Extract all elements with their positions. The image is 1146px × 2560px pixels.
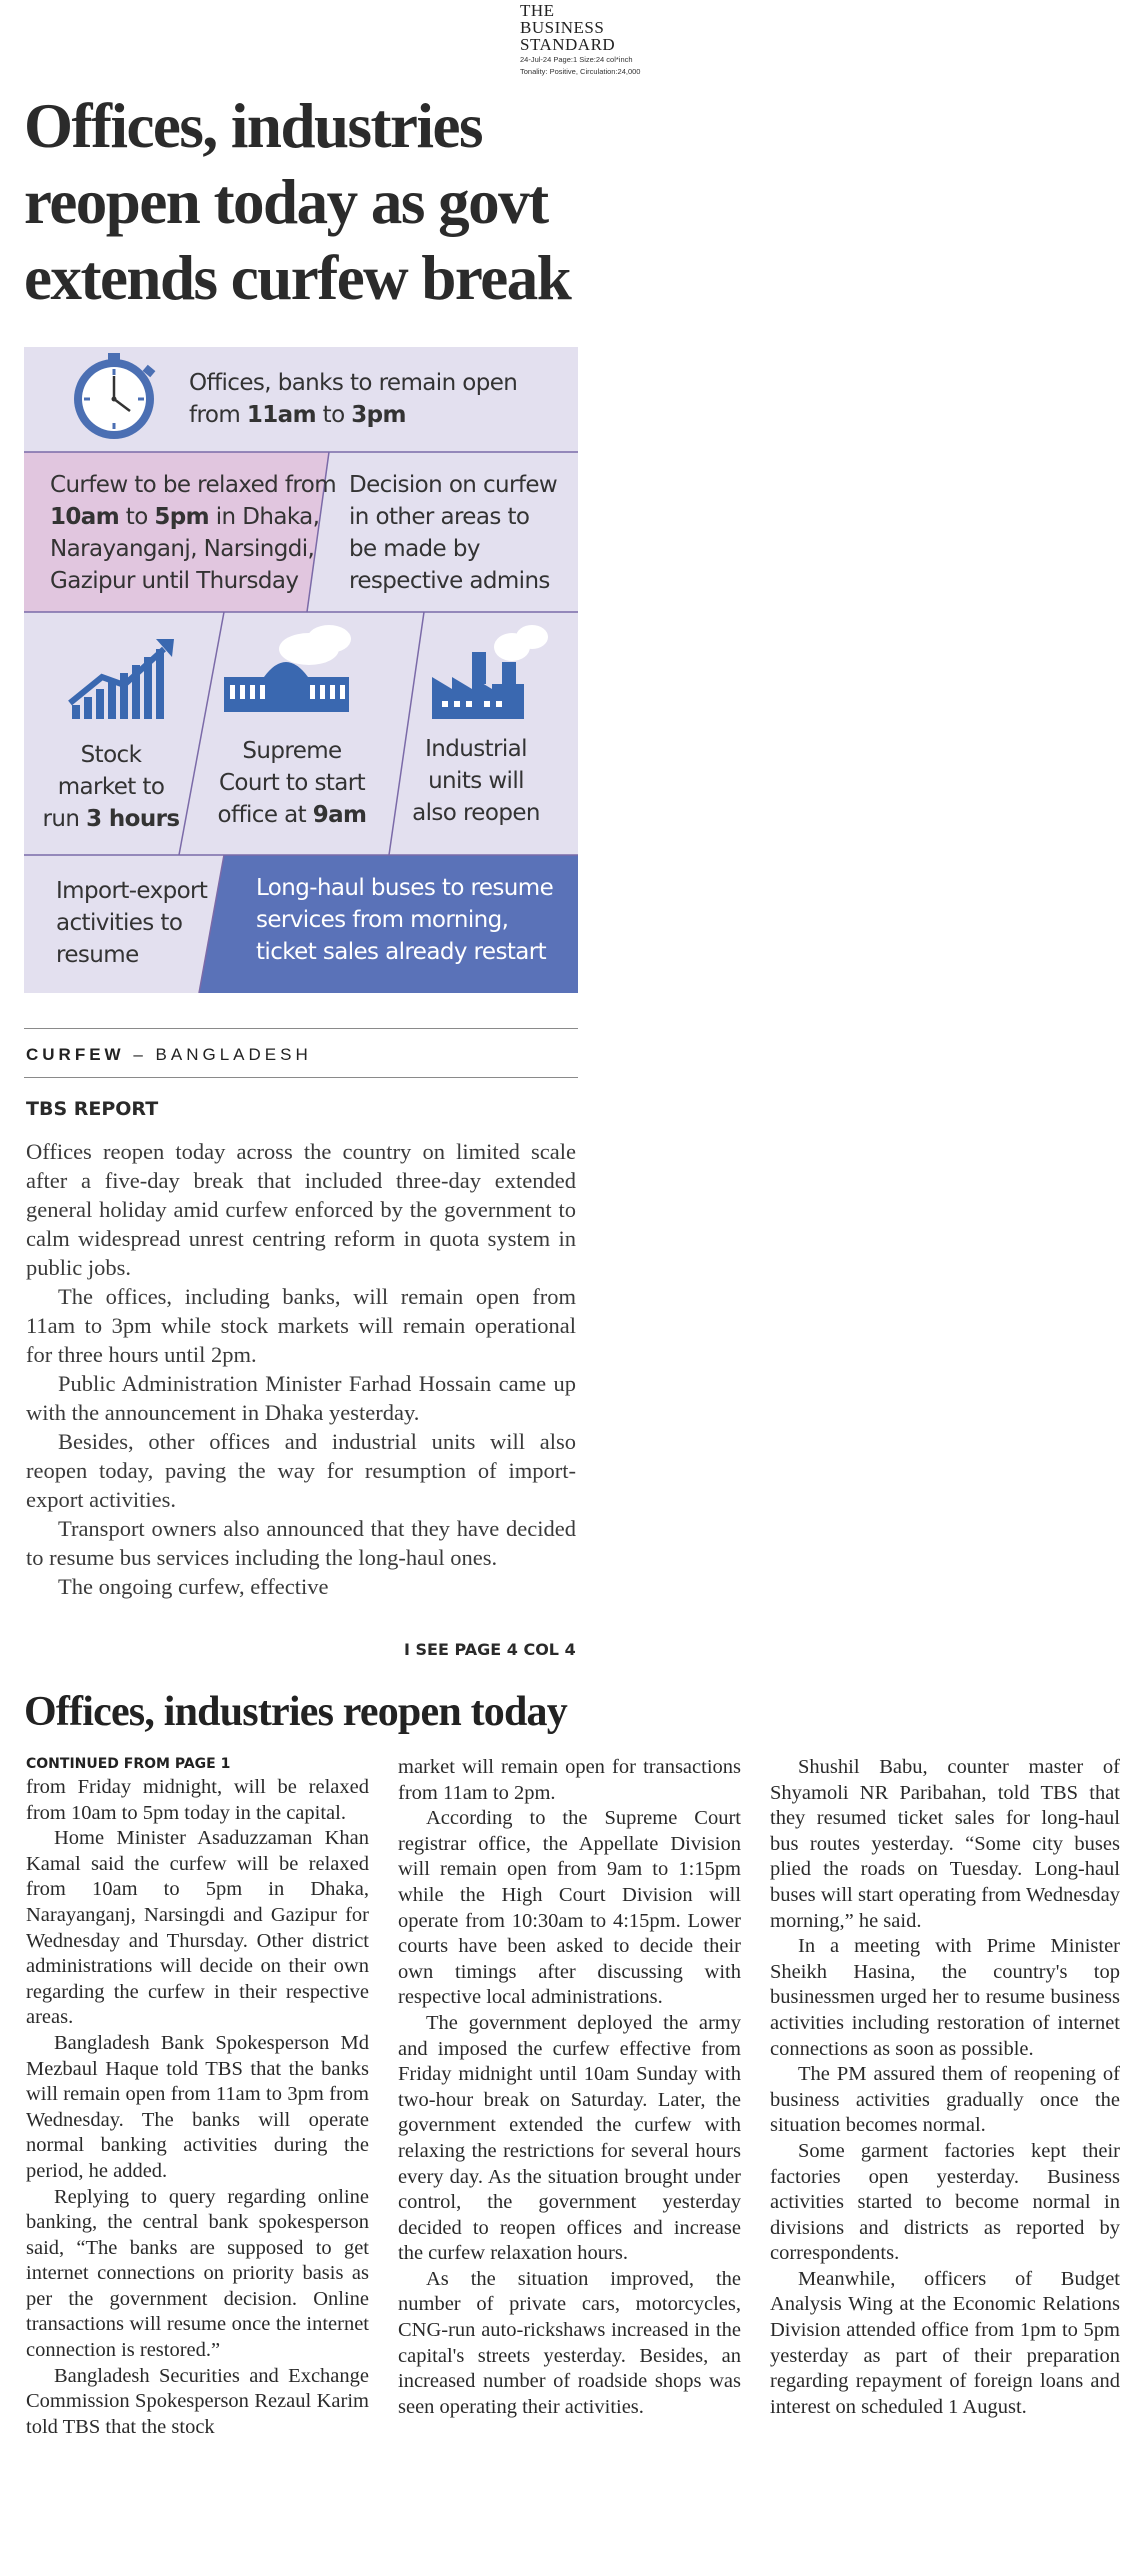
info-buses-line2: services from morning,: [256, 907, 509, 933]
section-dash: –: [133, 1045, 147, 1064]
info-industrial-line3: also reopen: [412, 800, 540, 826]
info-stock-line2: market to: [57, 774, 165, 800]
info-curfew-line4: Gazipur until Thursday: [50, 568, 299, 594]
info-buses-line1: Long-haul buses to resume: [256, 875, 554, 901]
info-curfew-t1mid: to: [119, 504, 155, 530]
masthead-meta-line1: 24-Jul-24 Page:1 Size:24 col*inch: [520, 55, 633, 64]
lead-article: [26, 1137, 576, 1601]
info-offices-prefix: from: [189, 402, 247, 428]
section-label: [26, 1045, 312, 1065]
info-stock-line3b: 3 hours: [86, 806, 180, 832]
info-decision-line3: be made by: [349, 536, 480, 562]
masthead-meta-line2: Tonality: Positive, Circulation:24,000: [520, 66, 641, 76]
info-import-line1: Import-export: [56, 878, 208, 904]
lead-paragraph: Offices reopen today across the country on limited scale after a five-day break that included three-day extended general holiday amid curfew enforced by the government to calm widespread unrest centring reform in quota system in public jobs.: [26, 1139, 576, 1280]
headline-line2: reopen today as govt: [24, 167, 548, 237]
info-decision: [349, 469, 557, 597]
info-curfew-t1: 10am: [50, 504, 120, 530]
info-offices-mid: to: [315, 402, 352, 428]
info-court-line3b: 9am: [312, 802, 367, 828]
lead-paragraph: The ongoing curfew, effective: [58, 1574, 329, 1599]
info-import-line3: resume: [56, 942, 139, 968]
info-court-line3a: office at: [217, 802, 313, 828]
info-buses: [256, 872, 553, 968]
column-paragraph: The PM assured them of reopening of business activities gradually once the situation becomes normal.: [770, 2063, 1120, 2137]
byline: TBS REPORT: [26, 1098, 159, 1120]
column-paragraph: Meanwhile, officers of Budget Analysis Wing at the Economic Relations Division attended office from 1pm to 5pm yesterday as part of their preparation regarding repayment of foreign loans and interest on scheduled 1 August.: [770, 2267, 1120, 2418]
column-paragraph: In a meeting with Prime Minister Sheikh Hasina, the country's top businessmen urged her to resume business activities including restoration of internet connections as soon as possible.: [770, 1935, 1120, 2060]
info-curfew-t2: 5pm: [154, 504, 210, 530]
continued-label: CONTINUED FROM PAGE 1: [26, 1756, 231, 1772]
column-paragraph: market will remain open for transactions from 11am to 2pm.: [398, 1756, 741, 1804]
column-paragraph: Shushil Babu, counter master of Shyamoli NR Paribahan, told TBS that they resumed ticket sales for long-haul bus routes yesterday. “Some city buses plied the roads on Tuesday. Long-haul buses will start operating from Wednesday morning,” he said.: [770, 1756, 1120, 1932]
section-rule-bottom: [24, 1077, 578, 1078]
column-paragraph: According to the Supreme Court registrar office, the Appellate Division will remain open from 9am to 1:15pm while the High Court Division will operate from 10:30am to 4:15pm. Lower courts have been asked to decide their own timings after discussing with respective local administrations.: [398, 1807, 741, 2009]
info-industrial-line2: units will: [428, 768, 524, 794]
info-court-line1: Supreme: [242, 738, 342, 764]
info-court: [202, 735, 382, 831]
column-paragraph: Home Minister Asaduzzaman Khan Kamal said the curfew will be relaxed from 10am to 5pm in Dhaka, Narayanganj, Narsingdi and Gazipur for Wednesday and Thursday. Other district administrations will decide on their own regarding the curfew in their respective areas.: [26, 1827, 369, 2029]
masthead: [520, 2, 650, 76]
info-stock-line3a: run: [42, 806, 87, 832]
column-paragraph: Some garment factories kept their factories open yesterday. Business activities started to become normal in divisions and districts as reported by correspondents.: [770, 2139, 1120, 2265]
column-paragraph: Replying to query regarding online banking, the central bank spokesperson said, “The banks are supposed to get internet connections on priority basis as per the government decision. Online transactions will resume once the internet connection is restored.”: [26, 2185, 369, 2362]
info-decision-line4: respective admins: [349, 568, 550, 594]
info-decision-line2: in other areas to: [349, 504, 530, 530]
continued-column-1: [26, 1755, 369, 2440]
section-rule-top: [24, 1028, 578, 1029]
jump-reference: I SEE PAGE 4 COL 4: [404, 1640, 576, 1659]
column-paragraph: Bangladesh Securities and Exchange Commission Spokesperson Rezaul Karim told TBS that the stock: [26, 2364, 369, 2438]
info-curfew-relax: [50, 469, 336, 597]
section-region: BANGLADESH: [155, 1045, 312, 1064]
info-offices-end: 3pm: [351, 402, 406, 428]
info-offices-start: 11am: [246, 402, 316, 428]
info-offices: [189, 367, 517, 431]
info-decision-line1: Decision on curfew: [349, 472, 558, 498]
infographic: [24, 347, 578, 993]
info-industrial: [396, 733, 556, 829]
headline-line3: extends curfew break: [24, 243, 571, 313]
info-court-line2: Court to start: [218, 770, 366, 796]
column-paragraph: from Friday midnight, will be relaxed from 10am to 5pm today in the capital.: [26, 1776, 369, 1824]
continued-column-2: [398, 1755, 741, 2420]
masthead-name-line1: THE: [520, 1, 555, 20]
continued-headline: Offices, industries reopen today: [24, 1689, 567, 1735]
info-stock-line1: Stock: [80, 742, 142, 768]
lead-paragraph: The offices, including banks, will remain open from 11am to 3pm while stock markets will remain operational for three hours until 2pm.: [26, 1284, 576, 1367]
section-tag: CURFEW: [26, 1045, 125, 1064]
column-paragraph: The government deployed the army and imposed the curfew effective from Friday midnight until 10am Sunday with two-hour break on Saturday. Later, the government extended the curfew with relaxing the restrictions for several hours every day. As the situation brought under control, the government yesterday decided to reopen offices and increase the curfew relaxation hours.: [398, 2011, 741, 2265]
continued-column-3: [770, 1755, 1120, 2420]
column-paragraph: As the situation improved, the number of private cars, motorcycles, CNG-run auto-rickshaws increased in the capital's streets yesterday. Besides, an increased number of roadside shops was seen operating their activities.: [398, 2267, 741, 2418]
info-offices-line1: Offices, banks to remain open: [189, 370, 518, 396]
info-curfew-line1: Curfew to be relaxed from: [50, 472, 336, 498]
info-industrial-line1: Industrial: [425, 736, 527, 762]
info-import-line2: activities to: [56, 910, 183, 936]
lead-paragraph: Public Administration Minister Farhad Hossain came up with the announcement in Dhaka yesterday.: [26, 1371, 576, 1425]
masthead-name-line2: BUSINESS: [520, 18, 605, 37]
info-curfew-line3: Narayanganj, Narsingdi,: [50, 536, 315, 562]
headline-line1: Offices, industries: [24, 91, 482, 161]
column-paragraph: Bangladesh Bank Spokesperson Md Mezbaul Haque told TBS that the banks will remain open from 11am to 3pm from Wednesday. The banks will operate normal banking activities during the period, he added.: [26, 2031, 369, 2182]
info-import: [56, 875, 207, 971]
info-buses-line3: ticket sales already restart: [256, 939, 547, 965]
info-curfew-t2rest: in Dhaka,: [209, 504, 320, 530]
headline: [24, 88, 584, 316]
lead-paragraph: Transport owners also announced that they have decided to resume bus services including the long-haul ones.: [26, 1516, 576, 1570]
info-stock: [36, 739, 186, 835]
masthead-name-line3: STANDARD: [520, 35, 616, 54]
lead-paragraph: Besides, other offices and industrial units will also reopen today, paving the way for resumption of import-export activities.: [26, 1429, 576, 1512]
